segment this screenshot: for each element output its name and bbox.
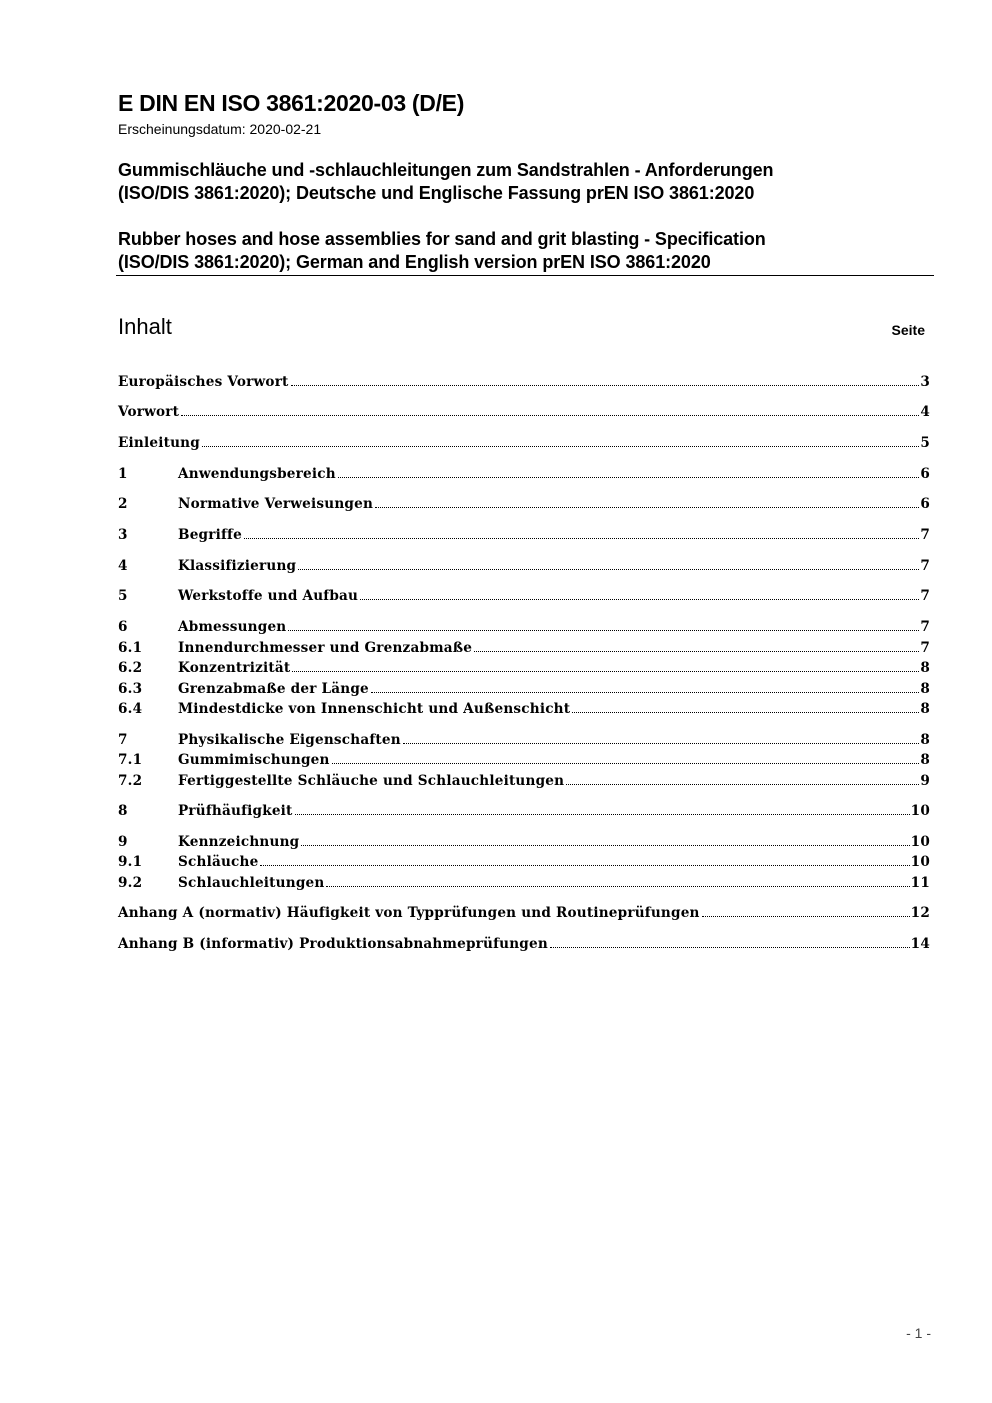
toc-entry-title: Physikalische Eigenschaften	[178, 732, 401, 748]
header-divider	[116, 275, 934, 276]
toc-entry-number: 9.1	[118, 854, 143, 870]
toc-entry-number: 7.2	[118, 773, 143, 789]
toc-dot-leader	[375, 506, 919, 508]
title-german-line-1: Gummischläuche und -schlauchleitungen zum Sandstrahlen - Anforderungen	[118, 160, 774, 180]
toc-entry[interactable]	[118, 727, 930, 748]
toc-entry-title: Klassifizierung	[178, 558, 297, 574]
toc-entry[interactable]	[118, 635, 930, 656]
toc-entry-page: 9	[920, 773, 930, 789]
toc-entry[interactable]	[118, 798, 930, 819]
toc-entry-title: Grenzabmaße der Länge	[178, 681, 369, 697]
toc-entry[interactable]	[118, 553, 930, 574]
toc-entry-page: 7	[920, 588, 930, 604]
toc-entry-page: 8	[920, 681, 930, 697]
toc-entry-page: 12	[910, 905, 930, 921]
toc-entry-page: 6	[920, 466, 930, 482]
toc-entry[interactable]	[118, 399, 930, 420]
toc-dot-leader	[474, 650, 919, 652]
toc-entry-title: Werkstoffe und Aufbau	[178, 588, 359, 604]
toc-entry[interactable]	[118, 900, 930, 921]
toc-entry[interactable]	[118, 870, 930, 891]
toc-entry-number: 3	[118, 527, 128, 543]
title-german-line-2: (ISO/DIS 3861:2020); Deutsche und Englische Fassung prEN ISO 3861:2020	[118, 183, 755, 203]
toc-dot-leader	[295, 813, 910, 815]
toc-entry-title: Innendurchmesser und Grenzabmaße	[178, 640, 473, 656]
toc-dot-leader	[572, 711, 919, 713]
toc-entry-title: Schläuche	[178, 854, 259, 870]
toc-entry-page: 7	[920, 558, 930, 574]
toc-entry[interactable]	[118, 747, 930, 768]
toc-entry-number: 6.2	[118, 660, 143, 676]
toc-dot-leader	[403, 742, 920, 744]
page-number: - 1 -	[906, 1325, 931, 1341]
toc-entry-number: 9	[118, 834, 128, 850]
toc-entry-title: Konzentrizität	[178, 660, 291, 676]
toc-entry[interactable]	[118, 614, 930, 635]
toc-entry[interactable]	[118, 522, 930, 543]
toc-dot-leader	[260, 864, 909, 866]
toc-entry[interactable]	[118, 430, 930, 451]
toc-entry[interactable]	[118, 696, 930, 717]
toc-entry-number: 6.3	[118, 681, 143, 697]
toc-dot-leader	[702, 915, 910, 917]
toc-entry-title: Anhang B (informativ) Produktionsabnahmeprüfungen	[118, 936, 548, 952]
toc-entry[interactable]	[118, 461, 930, 482]
toc-entry-title: Vorwort	[118, 404, 180, 420]
toc-entry-title: Anhang A (normativ) Häufigkeit von Typprüfungen und Routineprüfungen	[118, 905, 700, 921]
publication-date: Erscheinungsdatum: 2020-02-21	[118, 121, 322, 137]
toc-entry-page: 7	[920, 619, 930, 635]
toc-entry-page: 10	[910, 803, 930, 819]
title-german	[118, 159, 773, 205]
toc-dot-leader	[291, 384, 920, 386]
toc-entry[interactable]	[118, 768, 930, 789]
toc-entry-page: 11	[910, 875, 930, 891]
toc-entry-number: 2	[118, 496, 128, 512]
toc-entry[interactable]	[118, 931, 930, 952]
toc-entry[interactable]	[118, 655, 930, 676]
toc-entry-number: 8	[118, 803, 128, 819]
toc-entry-title: Prüfhäufigkeit	[178, 803, 293, 819]
toc-entry[interactable]	[118, 849, 930, 870]
toc-dot-leader	[298, 568, 919, 570]
toc-dot-leader	[332, 762, 920, 764]
toc-entry-page: 7	[920, 640, 930, 656]
toc-entry-number: 6	[118, 619, 128, 635]
toc-entry-title: Kennzeichnung	[178, 834, 300, 850]
toc-heading: Inhalt	[118, 314, 172, 339]
toc-entry[interactable]	[118, 491, 930, 512]
toc-entry-title: Gummimischungen	[178, 752, 330, 768]
toc-entry-number: 6.4	[118, 701, 143, 717]
toc-entry-number: 7	[118, 732, 128, 748]
toc-dot-leader	[566, 783, 919, 785]
toc-dot-leader	[288, 629, 919, 631]
toc-dot-leader	[244, 537, 919, 539]
title-english-line-1: Rubber hoses and hose assemblies for sand and grit blasting - Specification	[118, 229, 766, 249]
toc-entry-page: 10	[910, 854, 930, 870]
toc-entry-number: 4	[118, 558, 128, 574]
toc-dot-leader	[292, 670, 919, 672]
toc-entry-number: 9.2	[118, 875, 143, 891]
document-id: E DIN EN ISO 3861:2020-03 (D/E)	[118, 90, 465, 116]
toc-entry-page: 3	[920, 374, 930, 390]
toc-dot-leader	[202, 445, 919, 447]
toc-entry-title: Normative Verweisungen	[178, 496, 374, 512]
toc-entry-page: 10	[910, 834, 930, 850]
toc-entry-page: 5	[920, 435, 930, 451]
toc-entry-title: Anwendungsbereich	[178, 466, 336, 482]
toc-dot-leader	[360, 598, 919, 600]
toc-page-label: Seite	[891, 322, 925, 338]
toc-entry-number: 7.1	[118, 752, 143, 768]
toc-entry[interactable]	[118, 676, 930, 697]
toc-dot-leader	[301, 844, 909, 846]
title-english	[118, 228, 766, 274]
title-english-line-2: (ISO/DIS 3861:2020); German and English version prEN ISO 3861:2020	[118, 252, 711, 272]
toc-entry-page: 8	[920, 701, 930, 717]
toc-entry-title: Fertiggestellte Schläuche und Schlauchleitungen	[178, 773, 565, 789]
toc-entry-title: Begriffe	[178, 527, 242, 543]
toc-entry-page: 14	[910, 936, 930, 952]
toc-entry[interactable]	[118, 829, 930, 850]
toc-entry-title: Schlauchleitungen	[178, 875, 325, 891]
toc-dot-leader	[181, 414, 919, 416]
toc-entry[interactable]	[118, 583, 930, 604]
toc-entry-page: 8	[920, 752, 930, 768]
toc-entry-page: 7	[920, 527, 930, 543]
toc-entry-title: Abmessungen	[178, 619, 287, 635]
toc-entry-number: 6.1	[118, 640, 143, 656]
toc-entry-title: Mindestdicke von Innenschicht und Außenschicht	[178, 701, 571, 717]
toc-entry-page: 4	[920, 404, 930, 420]
toc-entry-page: 6	[920, 496, 930, 512]
toc-entry-page: 8	[920, 732, 930, 748]
toc-entry[interactable]	[118, 369, 930, 390]
toc-entry-number: 5	[118, 588, 128, 604]
toc-dot-leader	[550, 946, 910, 948]
toc-entry-title: Europäisches Vorwort	[118, 374, 289, 390]
toc-dot-leader	[326, 885, 909, 887]
toc-entry-title: Einleitung	[118, 435, 200, 451]
toc-entry-page: 8	[920, 660, 930, 676]
toc-dot-leader	[371, 691, 919, 693]
toc-entry-number: 1	[118, 466, 128, 482]
toc-dot-leader	[338, 476, 920, 478]
